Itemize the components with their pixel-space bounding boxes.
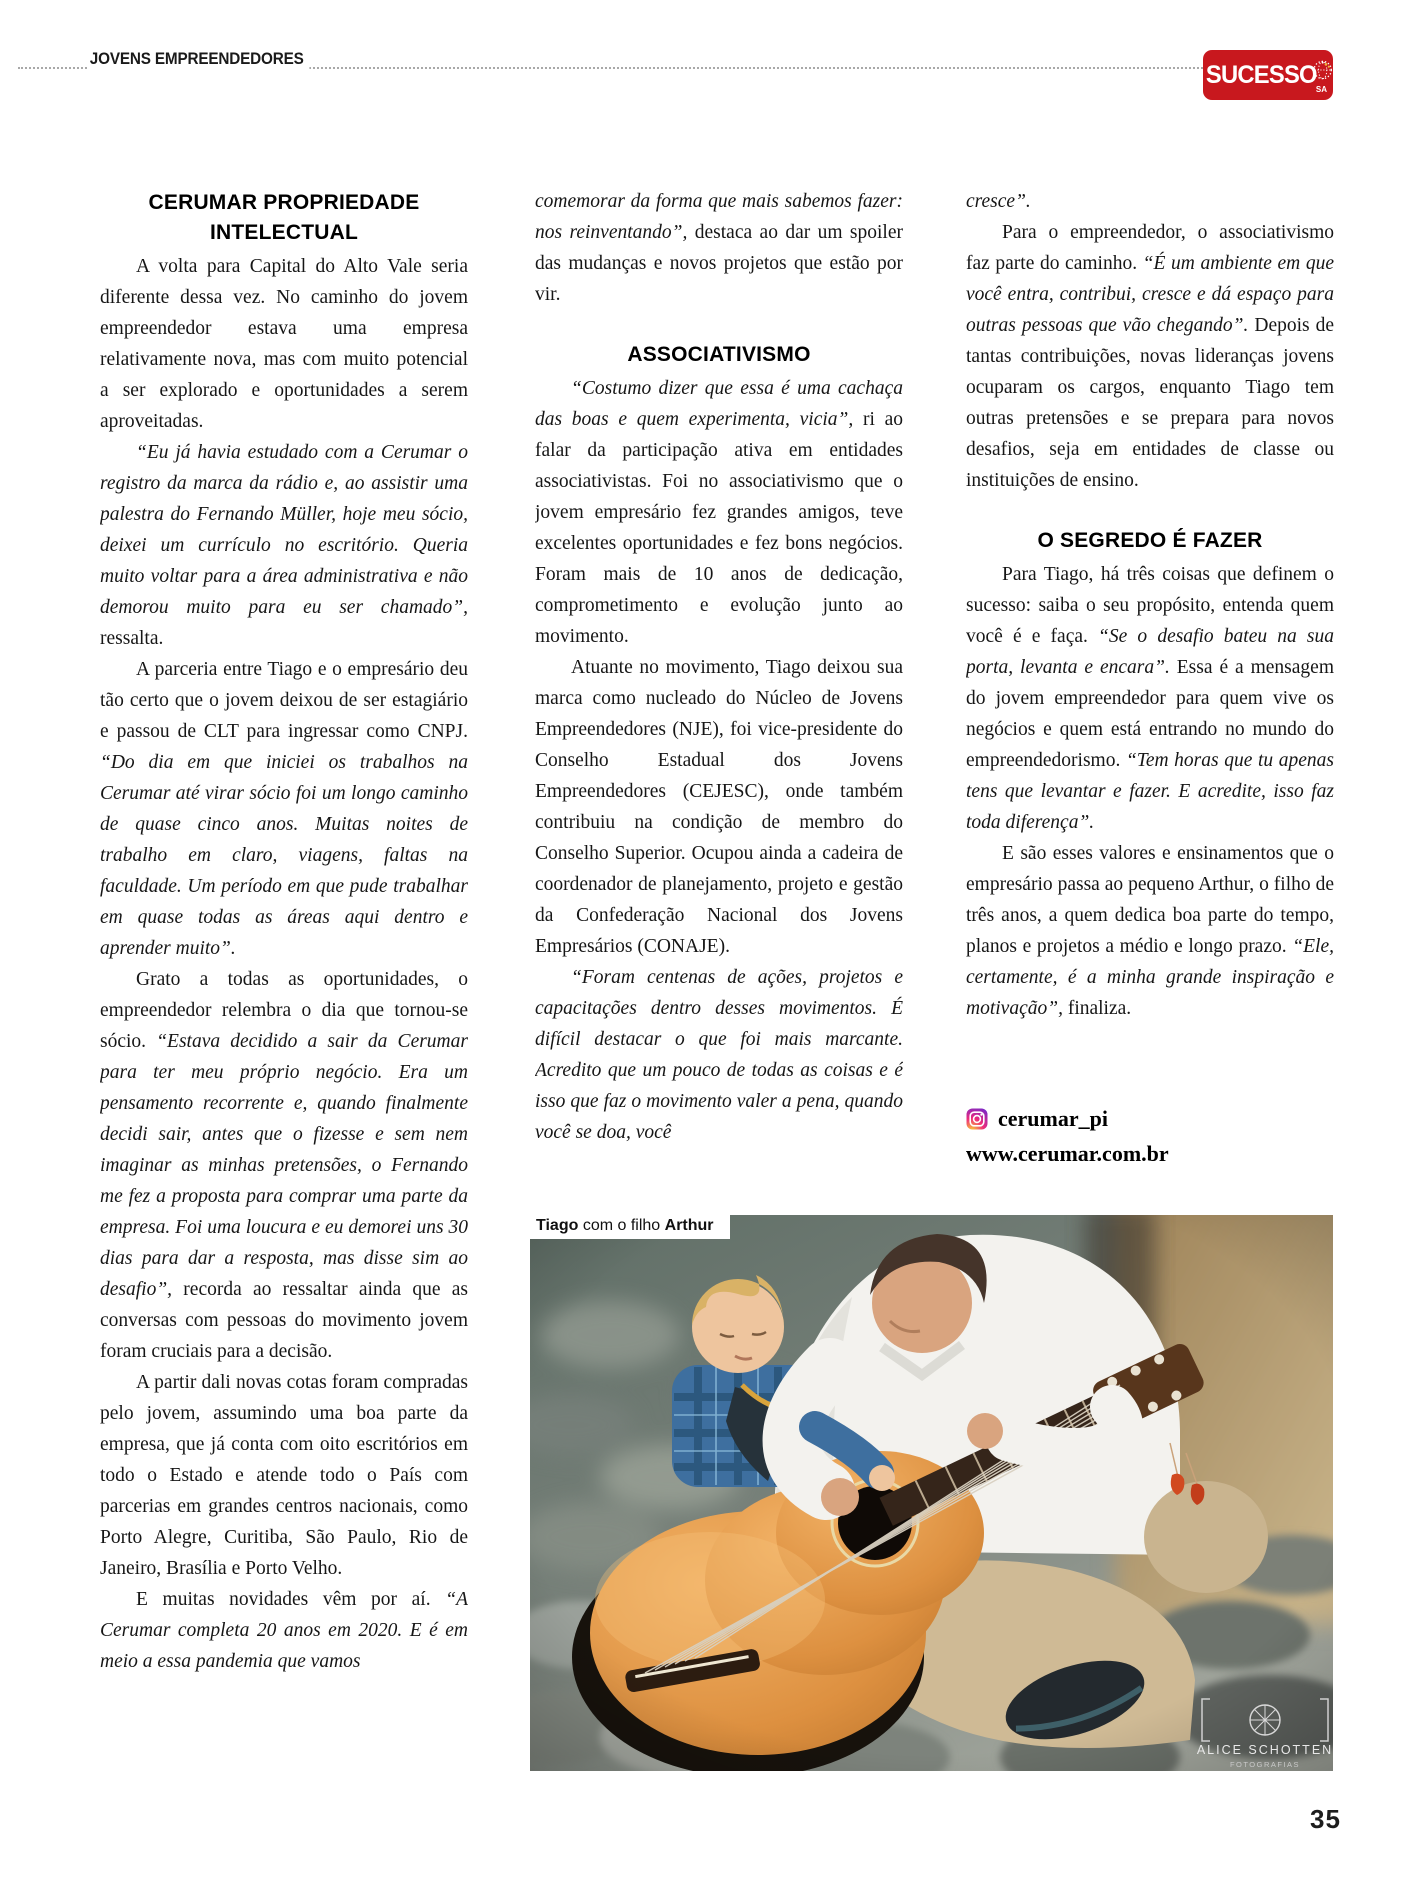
quote-text: “Tem horas que tu apenas tens que levantar e fazer. E acredite, isso faz toda diferença”. — [966, 750, 1334, 833]
section-label: JOVENS EMPREENDEDORES — [88, 49, 309, 71]
quote-text: comemorar da forma que mais sabemos fazer: nos reinventando”, — [535, 191, 903, 243]
body-text: ressalta. — [100, 628, 164, 649]
page-number: 35 — [1310, 1804, 1341, 1834]
instagram-handle-row[interactable] — [966, 1106, 1334, 1132]
body-text: E muitas novidades vêm por aí. — [136, 1589, 446, 1610]
body-text: finaliza. — [1062, 998, 1132, 1019]
caption-name-arthur: Arthur — [664, 1217, 714, 1234]
body-text: destaca ao dar um spoiler das mudanças e novos projetos que estão por vir. — [535, 222, 903, 305]
quote-text: “Do dia em que iniciei os trabalhos na Cerumar até virar sócio foi um longo caminho de quase cinco anos. Muitas noites de trabalho em claro, viagens, faltas na faculdade. Um período em que pude trabalhar em quase todas as áreas aqui dentro e aprender muito”. — [100, 752, 468, 959]
watermark-subtitle: FOTOGRAFIAS — [1229, 1760, 1301, 1769]
article-column-2 — [535, 186, 903, 1204]
instagram-icon — [966, 1108, 988, 1130]
paragraph — [100, 251, 468, 437]
section-heading: CERUMAR PROPRIEDADE INTELECTUAL — [148, 191, 420, 244]
paragraph — [100, 1367, 468, 1584]
body-text: ri ao falar da participação ativa em entidades associativistas. Foi no associativismo que o jovem empresário fez grandes amigos, teve excelentes oportunidades e fez bons negócios. Foram mais de 10 anos de dedicação, comprometimento e evolução junto ao movimento. — [535, 409, 903, 647]
logo-suffix: SA — [1315, 85, 1327, 94]
quote-text: “Se o desafio bateu na sua porta, levanta e encara”. — [966, 626, 1334, 678]
body-text: Para Tiago, há três coisas que definem o sucesso: saiba o seu propósito, entenda quem você é e faça. — [966, 564, 1334, 647]
body-text: recorda ao ressaltar ainda que as conversas com pessoas do movimento jovem foram cruciais para a decisão. — [100, 1279, 468, 1362]
paragraph — [966, 559, 1334, 838]
body-text: Depois de tantas contribuições, novas lideranças jovens ocuparam os cargos, enquanto Tiago tem outras pretensões e se prepara para novos desafios, seja em entidades de classe ou instituições de ensino. — [966, 315, 1334, 491]
watermark-name: ALICE SCHOTTEN — [1196, 1743, 1333, 1757]
website-url[interactable]: www.cerumar.com.br — [966, 1141, 1169, 1166]
paragraph — [100, 1584, 468, 1677]
paragraph — [100, 654, 468, 964]
body-text: A parceria entre Tiago e o empresário deu tão certo que o jovem deixou de ser estagiário e passou de CLT para ingressar como CNPJ. — [100, 659, 468, 742]
body-text: A partir dali novas cotas foram compradas pelo jovem, assumindo uma boa parte da empresa, que já conta com oito escritórios em todo o Estado e atende todo o País com parcerias em grandes centros nacionais, como Porto Alegre, Curitiba, São Paulo, Rio de Janeiro, Brasília e Porto Velho. — [100, 1372, 468, 1579]
quote-text: “Foram centenas de ações, projetos e capacitações dentro desses movimentos. É difícil destacar o que foi mais marcante. Acredito que um pouco de todas as coisas e é isso que faz o movimento valer a pena, quando você se doa, você — [535, 967, 903, 1143]
quote-text: “Costumo dizer que essa é uma cachaça das boas e quem experimenta, vicia”, — [535, 378, 903, 430]
paragraph — [100, 964, 468, 1367]
quote-text: “É um ambiente em que você entra, contribui, cresce e dá espaço para outras pessoas que vão chegando”. — [966, 253, 1334, 336]
article-column-1 — [100, 186, 468, 1766]
paragraph — [535, 373, 903, 652]
article-column-3 — [966, 186, 1334, 1098]
body-text: Grato a todas as oportunidades, o empreendedor relembra o dia que tornou-se sócio. — [100, 969, 468, 1052]
paragraph — [535, 652, 903, 962]
body-text: A volta para Capital do Alto Vale seria diferente dessa vez. No caminho do jovem empreendedor estava uma empresa relativamente nova, mas com muito potencial a ser explorado e oportunidades a serem aproveitadas. — [100, 256, 468, 432]
paragraph — [966, 838, 1334, 1024]
quote-text: “A Cerumar completa 20 anos em 2020. E é em meio a essa pandemia que vamos — [100, 1589, 468, 1672]
instagram-handle[interactable]: cerumar_pi — [998, 1106, 1108, 1131]
article-photo — [530, 1215, 1333, 1771]
quote-text: “Estava decidido a sair da Cerumar para ter meu próprio negócio. Era um pensamento recorrente e, quando finalmente decidi sair, antes que o fizesse e sem nem imaginar as minhas pretensões, o Fernando me fez a proposta para comprar uma parte da empresa. Foi uma loucura e eu demorei uns 30 dias para dar a resposta, mas disse sim ao desafio”, — [100, 1031, 468, 1300]
photo-caption — [530, 1215, 730, 1239]
quote-text: “Ele, certamente, é a minha grande inspiração e motivação”, — [966, 936, 1334, 1019]
contact-block — [966, 1106, 1334, 1167]
body-text: Para o empreendedor, o associativismo faz parte do caminho. — [966, 222, 1334, 274]
quote-text: “Eu já havia estudado com a Cerumar o registro da marca da rádio e, ao assistir uma palestra do Fernando Müller, hoje meu sócio, deixei um currículo no escritório. Queria muito voltar para a área administrativa e não demorou muito para eu ser chamado”, — [100, 442, 468, 618]
photo-vignette — [530, 1215, 1333, 1771]
caption-name-tiago: Tiago — [536, 1217, 579, 1234]
quote-text: cresce”. — [966, 191, 1031, 212]
caption-middle-text: com o filho — [578, 1217, 665, 1234]
paragraph — [535, 962, 903, 1148]
magazine-logo — [1203, 50, 1333, 100]
logo-text: SUCESSO — [1205, 60, 1317, 89]
section-heading: ASSOCIATIVISMO — [627, 343, 811, 366]
section-heading: O SEGREDO É FAZER — [1037, 529, 1263, 552]
body-text: Atuante no movimento, Tiago deixou sua marca como nucleado do Núcleo de Jovens Empreendedores (NJE), foi vice-presidente do Conselho Estadual dos Jovens Empreendedores (CEJESC), onde também contribuiu na condição de membro do Conselho Superior. Ocupou ainda a cadeira de coordenador de planejamento, projeto e gestão da Confederação Nacional dos Jovens Empresários (CONAJE). — [535, 657, 903, 957]
paragraph — [100, 437, 468, 654]
paragraph — [966, 217, 1334, 496]
body-text: E são esses valores e ensinamentos que o empresário passa ao pequeno Arthur, o filho de três anos, a quem dedica boa parte do tempo, planos e projetos a médio e longo prazo. — [966, 843, 1334, 957]
paragraph — [966, 186, 1334, 217]
body-text: Essa é a mensagem do jovem empreendedor para quem vive os negócios e quem está entrando no mundo do empreendedorismo. — [966, 657, 1334, 771]
photo-illustration — [530, 1215, 1333, 1771]
paragraph — [535, 186, 903, 310]
